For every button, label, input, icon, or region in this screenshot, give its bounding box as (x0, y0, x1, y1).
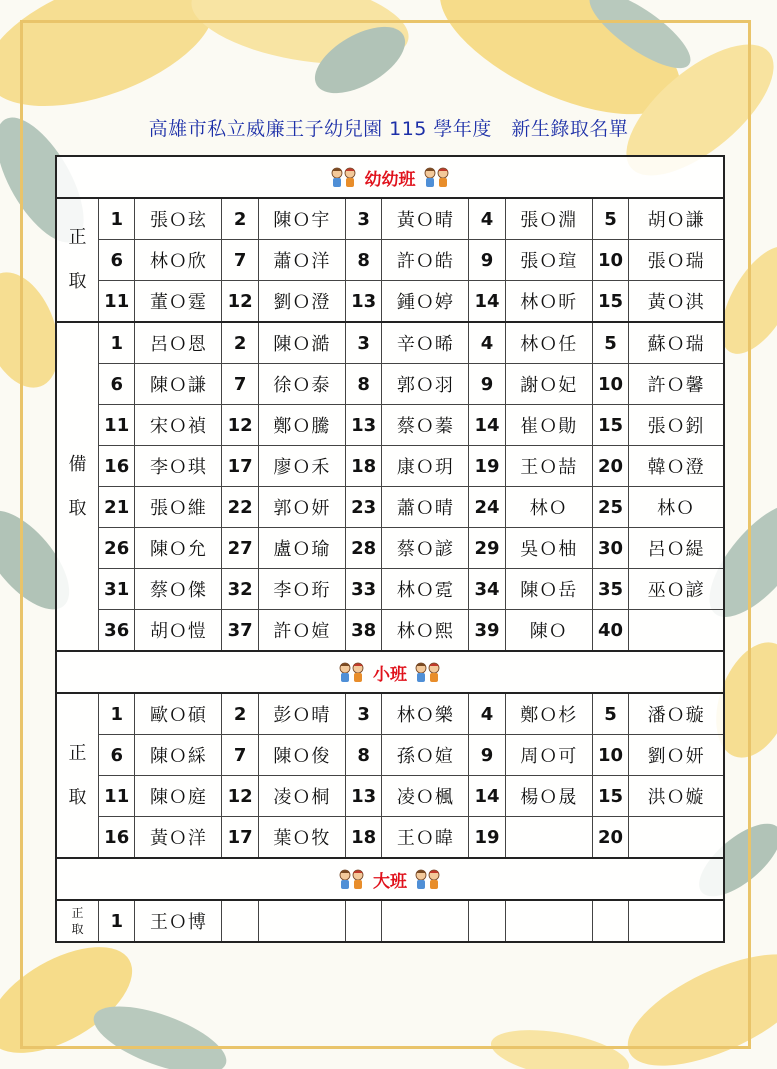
table-row (56, 198, 724, 240)
student-name: 劉Ｏ妍 (629, 735, 724, 776)
student-name: 蕭Ｏ洋 (258, 240, 345, 281)
entry-number: 31 (99, 569, 135, 610)
student-name: 鄭Ｏ騰 (258, 405, 345, 446)
student-name: 鍾Ｏ婷 (382, 281, 469, 323)
entry-number: 36 (99, 610, 135, 652)
student-name (382, 900, 469, 942)
entry-number: 37 (222, 610, 258, 652)
entry-number: 13 (345, 776, 381, 817)
admission-roster-table (55, 155, 725, 943)
student-name: 許Ｏ皓 (382, 240, 469, 281)
entry-number: 4 (469, 322, 505, 364)
section-heading-label: 大班 (373, 871, 407, 892)
entry-number: 14 (469, 405, 505, 446)
entry-number: 5 (592, 198, 628, 240)
student-name: 韓Ｏ澄 (629, 446, 724, 487)
entry-number: 12 (222, 776, 258, 817)
student-name: 呂Ｏ緹 (629, 528, 724, 569)
kids-mascot-icon (337, 661, 367, 683)
entry-number: 16 (99, 817, 135, 859)
student-name: 彭Ｏ晴 (258, 693, 345, 735)
entry-number: 7 (222, 364, 258, 405)
entry-number: 18 (345, 817, 381, 859)
entry-number: 7 (222, 735, 258, 776)
entry-number: 6 (99, 735, 135, 776)
section-heading-label: 小班 (373, 664, 407, 685)
student-name: 林Ｏ昕 (505, 281, 592, 323)
student-name: 郭Ｏ妍 (258, 487, 345, 528)
table-row (56, 900, 724, 942)
table-row (56, 405, 724, 446)
entry-number: 11 (99, 776, 135, 817)
entry-number (345, 900, 381, 942)
entry-number: 4 (469, 693, 505, 735)
student-name: 陳Ｏ澔 (258, 322, 345, 364)
student-name: 李Ｏ琪 (135, 446, 222, 487)
entry-number: 9 (469, 735, 505, 776)
entry-number: 24 (469, 487, 505, 528)
table-row (56, 610, 724, 652)
entry-number: 13 (345, 281, 381, 323)
kids-mascot-icon (337, 868, 367, 890)
student-name: 林Ｏ欣 (135, 240, 222, 281)
entry-number: 23 (345, 487, 381, 528)
entry-number: 3 (345, 693, 381, 735)
entry-number: 21 (99, 487, 135, 528)
student-name: 呂Ｏ恩 (135, 322, 222, 364)
entry-number: 1 (99, 198, 135, 240)
entry-number: 28 (345, 528, 381, 569)
student-name: 蕭Ｏ晴 (382, 487, 469, 528)
entry-number: 19 (469, 817, 505, 859)
student-name: 潘Ｏ璇 (629, 693, 724, 735)
student-name: 葉Ｏ牧 (258, 817, 345, 859)
entry-number: 10 (592, 240, 628, 281)
entry-number: 2 (222, 198, 258, 240)
student-name: 胡Ｏ謙 (629, 198, 724, 240)
student-name (629, 817, 724, 859)
entry-number: 8 (345, 735, 381, 776)
student-name: 巫Ｏ諺 (629, 569, 724, 610)
entry-number: 7 (222, 240, 258, 281)
student-name: 胡Ｏ愷 (135, 610, 222, 652)
table-row (56, 446, 724, 487)
entry-number: 15 (592, 405, 628, 446)
entry-number: 14 (469, 776, 505, 817)
entry-number: 1 (99, 900, 135, 942)
admission-category-char: 正 (71, 906, 84, 920)
student-name: 陳Ｏ (505, 610, 592, 652)
table-row (56, 776, 724, 817)
kids-mascot-icon (413, 661, 443, 683)
student-name: 周Ｏ可 (505, 735, 592, 776)
student-name: 王Ｏ暐 (382, 817, 469, 859)
student-name: 張Ｏ鈏 (629, 405, 724, 446)
student-name: 張Ｏ淵 (505, 198, 592, 240)
entry-number: 16 (99, 446, 135, 487)
student-name: 陳Ｏ俊 (258, 735, 345, 776)
student-name: 林Ｏ樂 (382, 693, 469, 735)
student-name: 陳Ｏ庭 (135, 776, 222, 817)
student-name: 張Ｏ玹 (135, 198, 222, 240)
student-name: 孫Ｏ媗 (382, 735, 469, 776)
student-name: 王Ｏ博 (135, 900, 222, 942)
student-name: 林Ｏ任 (505, 322, 592, 364)
entry-number: 1 (99, 322, 135, 364)
entry-number: 18 (345, 446, 381, 487)
student-name: 董Ｏ霆 (135, 281, 222, 323)
student-name: 黃Ｏ淇 (629, 281, 724, 323)
section-heading-label: 幼幼班 (364, 169, 416, 190)
entry-number: 14 (469, 281, 505, 323)
student-name: 鄭Ｏ杉 (505, 693, 592, 735)
entry-number (592, 900, 628, 942)
student-name: 洪Ｏ嫙 (629, 776, 724, 817)
student-name: 黃Ｏ洋 (135, 817, 222, 859)
student-name: 楊Ｏ晟 (505, 776, 592, 817)
student-name: 陳Ｏ綵 (135, 735, 222, 776)
student-name: 許Ｏ馨 (629, 364, 724, 405)
table-row (56, 281, 724, 323)
student-name: 宋Ｏ禎 (135, 405, 222, 446)
page-title: 高雄市私立威廉王子幼兒園 115 學年度 新生錄取名單 (148, 118, 629, 140)
entry-number: 8 (345, 240, 381, 281)
section-heading-row (56, 651, 724, 693)
section-heading (56, 651, 724, 693)
entry-number: 5 (592, 322, 628, 364)
student-name: 張Ｏ瑄 (505, 240, 592, 281)
student-name (505, 817, 592, 859)
entry-number: 2 (222, 693, 258, 735)
student-name: 陳Ｏ謙 (135, 364, 222, 405)
student-name: 謝Ｏ妃 (505, 364, 592, 405)
entry-number: 33 (345, 569, 381, 610)
table-row (56, 569, 724, 610)
entry-number: 25 (592, 487, 628, 528)
table-row (56, 693, 724, 735)
admission-category (56, 693, 99, 858)
entry-number: 1 (99, 693, 135, 735)
student-name: 徐Ｏ泰 (258, 364, 345, 405)
section-heading (56, 156, 724, 198)
section-heading-row (56, 156, 724, 198)
entry-number: 34 (469, 569, 505, 610)
section-heading (56, 858, 724, 900)
entry-number: 8 (345, 364, 381, 405)
student-name: 陳Ｏ允 (135, 528, 222, 569)
entry-number: 20 (592, 817, 628, 859)
student-name: 林Ｏ霓 (382, 569, 469, 610)
student-name (258, 900, 345, 942)
admission-category-char: 取 (68, 497, 87, 519)
student-name: 康Ｏ玥 (382, 446, 469, 487)
admission-category (56, 198, 99, 322)
table-row (56, 322, 724, 364)
entry-number: 13 (345, 405, 381, 446)
table-row (56, 528, 724, 569)
student-name: 蔡Ｏ傑 (135, 569, 222, 610)
entry-number: 29 (469, 528, 505, 569)
entry-number: 40 (592, 610, 628, 652)
entry-number: 19 (469, 446, 505, 487)
entry-number: 3 (345, 198, 381, 240)
entry-number: 6 (99, 240, 135, 281)
entry-number: 9 (469, 364, 505, 405)
entry-number: 11 (99, 405, 135, 446)
student-name (629, 610, 724, 652)
student-name (505, 900, 592, 942)
entry-number: 30 (592, 528, 628, 569)
student-name: 凌Ｏ楓 (382, 776, 469, 817)
entry-number: 10 (592, 735, 628, 776)
entry-number: 4 (469, 198, 505, 240)
admission-category-char: 備 (68, 453, 87, 475)
admission-category-char: 正 (68, 227, 87, 248)
admission-category-char: 正 (68, 742, 87, 764)
admission-category (56, 900, 99, 942)
entry-number: 32 (222, 569, 258, 610)
student-name: 蘇Ｏ瑞 (629, 322, 724, 364)
entry-number (469, 900, 505, 942)
student-name: 李Ｏ珩 (258, 569, 345, 610)
student-name (629, 900, 724, 942)
admission-category-char: 取 (68, 271, 87, 292)
student-name: 劉Ｏ澄 (258, 281, 345, 323)
section-heading-row (56, 858, 724, 900)
student-name: 吳Ｏ柚 (505, 528, 592, 569)
admission-category-char: 取 (68, 786, 87, 808)
entry-number: 17 (222, 446, 258, 487)
entry-number: 17 (222, 817, 258, 859)
table-row (56, 240, 724, 281)
student-name: 黃Ｏ晴 (382, 198, 469, 240)
student-name: 王Ｏ喆 (505, 446, 592, 487)
kids-mascot-icon (422, 166, 452, 188)
table-row (56, 817, 724, 859)
entry-number: 22 (222, 487, 258, 528)
kids-mascot-icon (413, 868, 443, 890)
entry-number: 15 (592, 776, 628, 817)
entry-number (222, 900, 258, 942)
student-name: 凌Ｏ桐 (258, 776, 345, 817)
entry-number: 6 (99, 364, 135, 405)
entry-number: 12 (222, 405, 258, 446)
student-name: 林Ｏ (629, 487, 724, 528)
student-name: 張Ｏ維 (135, 487, 222, 528)
table-row (56, 735, 724, 776)
student-name: 蔡Ｏ諺 (382, 528, 469, 569)
table-row (56, 487, 724, 528)
student-name: 陳Ｏ岳 (505, 569, 592, 610)
student-name: 蔡Ｏ蓁 (382, 405, 469, 446)
student-name: 張Ｏ瑞 (629, 240, 724, 281)
entry-number: 26 (99, 528, 135, 569)
entry-number: 39 (469, 610, 505, 652)
entry-number: 20 (592, 446, 628, 487)
entry-number: 5 (592, 693, 628, 735)
entry-number: 9 (469, 240, 505, 281)
admission-category (56, 322, 99, 651)
student-name: 辛Ｏ晞 (382, 322, 469, 364)
student-name: 廖Ｏ禾 (258, 446, 345, 487)
entry-number: 15 (592, 281, 628, 323)
student-name: 陳Ｏ宇 (258, 198, 345, 240)
kids-mascot-icon (329, 166, 359, 188)
student-name: 許Ｏ媗 (258, 610, 345, 652)
entry-number: 12 (222, 281, 258, 323)
student-name: 崔Ｏ勛 (505, 405, 592, 446)
student-name: 盧Ｏ瑜 (258, 528, 345, 569)
entry-number: 35 (592, 569, 628, 610)
entry-number: 27 (222, 528, 258, 569)
admission-category-char: 取 (71, 922, 84, 936)
table-row (56, 364, 724, 405)
student-name: 歐Ｏ碩 (135, 693, 222, 735)
student-name: 林Ｏ熙 (382, 610, 469, 652)
entry-number: 2 (222, 322, 258, 364)
student-name: 林Ｏ (505, 487, 592, 528)
entry-number: 38 (345, 610, 381, 652)
student-name: 郭Ｏ羽 (382, 364, 469, 405)
entry-number: 11 (99, 281, 135, 323)
entry-number: 3 (345, 322, 381, 364)
entry-number: 10 (592, 364, 628, 405)
